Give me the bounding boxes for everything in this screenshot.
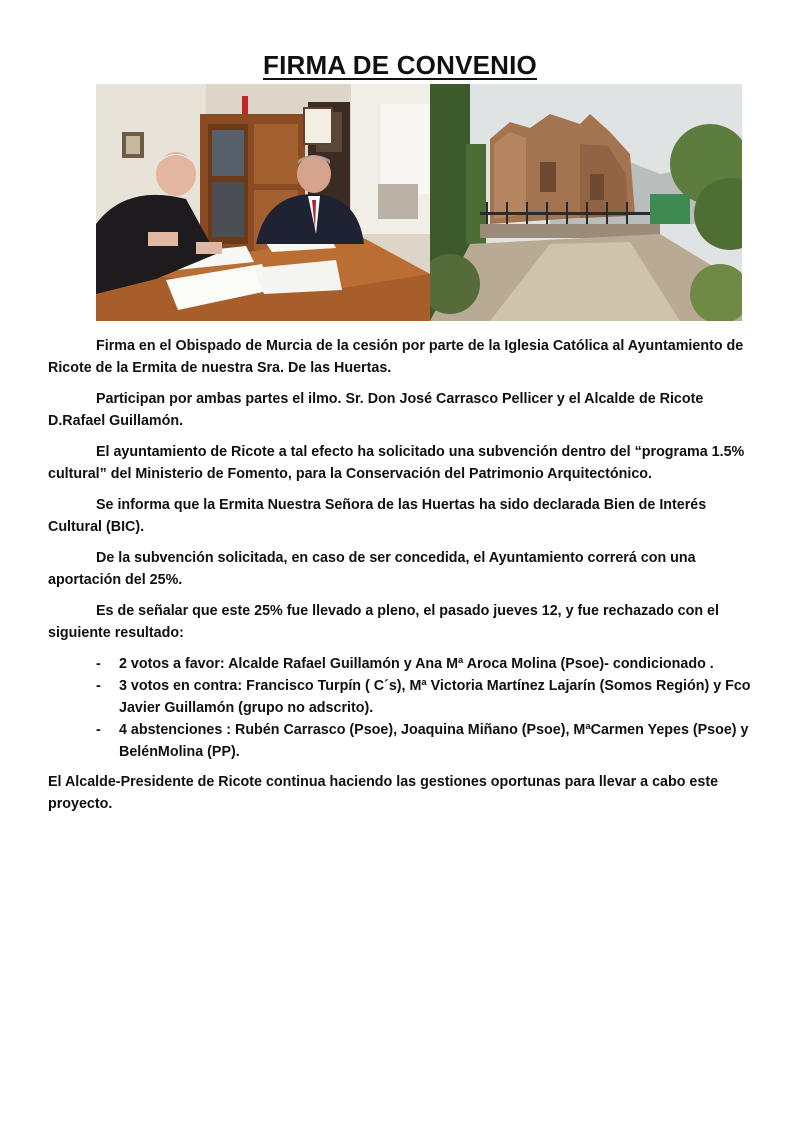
hermitage-photo [430,84,742,321]
signing-photo [96,84,430,321]
vote-item-against [48,675,754,719]
vote-item-abstentions [48,719,754,763]
vote-results-list [48,653,754,763]
vote-item-favor [48,653,754,675]
list-dash: - [96,678,101,694]
document-title: FIRMA DE CONVENIO [262,50,537,80]
document-body [48,335,754,815]
vote-text: 3 votos en contra: Francisco Turpín ( C´s), Mª Victoria Martínez Lajarín (Somos Región) y Fco Javier Guillamón (grupo no adscrito). [119,678,751,716]
photo-banner [96,84,742,321]
paragraph-participants: Participan por ambas partes el ilmo. Sr. Don José Carrasco Pellicer y el Alcalde de Ricote D.Rafael Guillamón. [48,391,704,429]
vote-text: 4 abstenciones : Rubén Carrasco (Psoe), Joaquina Miñano (Psoe), MªCarmen Yepes (Psoe) y BelénMolina (PP). [119,722,749,760]
paragraph-vote-intro: Es de señalar que este 25% fue llevado a pleno, el pasado jueves 12, y fue rechazado con el siguiente resultado: [48,603,719,641]
list-dash: - [96,656,101,672]
paragraph-subsidy: El ayuntamiento de Ricote a tal efecto ha solicitado una subvención dentro del “programa 1.5% cultural” del Ministerio de Fomento, para la Conservación del Patrimonio Arquitectónico. [48,444,745,482]
vote-text: 2 votos a favor: Alcalde Rafael Guillamón y Ana Mª Aroca Molina (Psoe)- condicionado . [119,656,714,672]
paragraph-contribution: De la subvención solicitada, en caso de ser concedida, el Ayuntamiento correrá con una aportación del 25%. [48,550,696,588]
paragraph-closing: El Alcalde-Presidente de Ricote continua haciendo las gestiones oportunas para llevar a cabo este proyecto. [48,774,719,812]
list-dash: - [96,722,101,738]
paragraph-transfer: Firma en el Obispado de Murcia de la cesión por parte de la Iglesia Católica al Ayuntamiento de Ricote de la Ermita de nuestra Sra. De las Huertas. [48,338,744,376]
paragraph-bic: Se informa que la Ermita Nuestra Señora de las Huertas ha sido declarada Bien de Interés Cultural (BIC). [48,497,707,535]
